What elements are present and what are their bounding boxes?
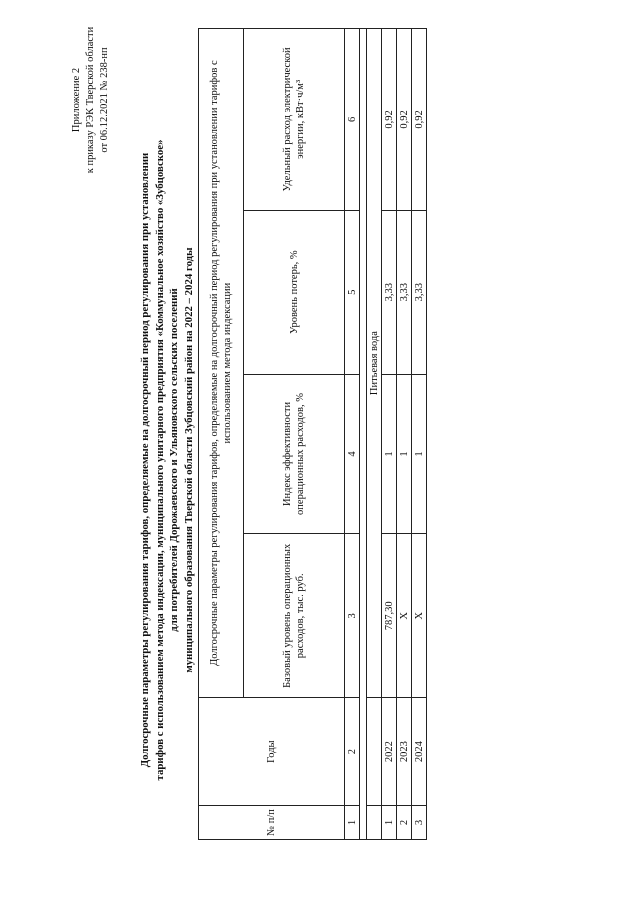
section-title: Питьевая вода <box>367 29 382 698</box>
cell-loss: 3,33 <box>382 210 397 374</box>
title-line: муниципального образования Тверской области Зубцовский район на 2022 – 2024 годы <box>182 247 195 673</box>
cell-no: 1 <box>382 806 397 840</box>
cell-no: 3 <box>412 806 427 840</box>
header-years: Годы <box>199 698 345 806</box>
cell-index: 1 <box>382 374 397 534</box>
column-number: 2 <box>345 698 360 806</box>
cell-loss: 3,33 <box>397 210 412 374</box>
header-loss-level: Уровень потерь, % <box>244 210 345 374</box>
cell-loss: 3,33 <box>412 210 427 374</box>
cell-year: 2024 <box>412 698 427 806</box>
cell-index: 1 <box>397 374 412 534</box>
cell-base: 787,30 <box>382 534 397 698</box>
header-efficiency-index: Индекс эффективности операционных расходов, % <box>244 374 345 534</box>
section-cell-empty <box>367 698 382 806</box>
header-base-opex: Базовый уровень операционных расходов, тыс. руб. <box>244 534 345 698</box>
document-title <box>138 80 196 840</box>
spacer-row <box>360 29 367 840</box>
parameters-table <box>198 28 427 840</box>
cell-base: Х <box>397 534 412 698</box>
cell-year: 2023 <box>397 698 412 806</box>
cell-energy: 0,92 <box>397 29 412 211</box>
header-energy-use: Удельный расход электрической энергии, кВт·ч/м³ <box>244 29 345 211</box>
cell-year: 2022 <box>382 698 397 806</box>
table-row <box>412 29 427 840</box>
table-row <box>382 29 397 840</box>
cell-no: 2 <box>397 806 412 840</box>
appendix-line: от 06.12.2021 № 238-нп <box>99 47 110 153</box>
table-row <box>397 29 412 840</box>
column-number: 6 <box>345 29 360 211</box>
header-no: № п/п <box>199 806 345 840</box>
column-number: 4 <box>345 374 360 534</box>
header-group: Долгосрочные параметры регулирования тарифов, определяемые на долгосрочный период регулирования при установлении тарифов с использованием метода индексации <box>199 29 244 698</box>
appendix-line: Приложение 2 <box>71 67 82 133</box>
appendix-line: к приказу РЭК Тверской области <box>85 26 96 174</box>
cell-base: Х <box>412 534 427 698</box>
title-line: для потребителей Дорожаевского и Ульяновского сельских поселений <box>168 288 180 632</box>
column-number: 5 <box>345 210 360 374</box>
cell-energy: 0,92 <box>382 29 397 211</box>
column-number: 3 <box>345 534 360 698</box>
cell-index: 1 <box>412 374 427 534</box>
column-number: 1 <box>345 806 360 840</box>
cell-energy: 0,92 <box>412 29 427 211</box>
appendix-block <box>70 0 112 200</box>
title-line: Долгосрочные параметры регулирования тарифов, определяемые на долгосрочный период регулирования при установлении <box>139 152 151 768</box>
title-line: тарифов с использованием метода индексации, муниципального унитарного предприятия «Коммунальное хозяйство «Зубцовское» <box>153 139 166 781</box>
section-cell-empty <box>367 806 382 840</box>
